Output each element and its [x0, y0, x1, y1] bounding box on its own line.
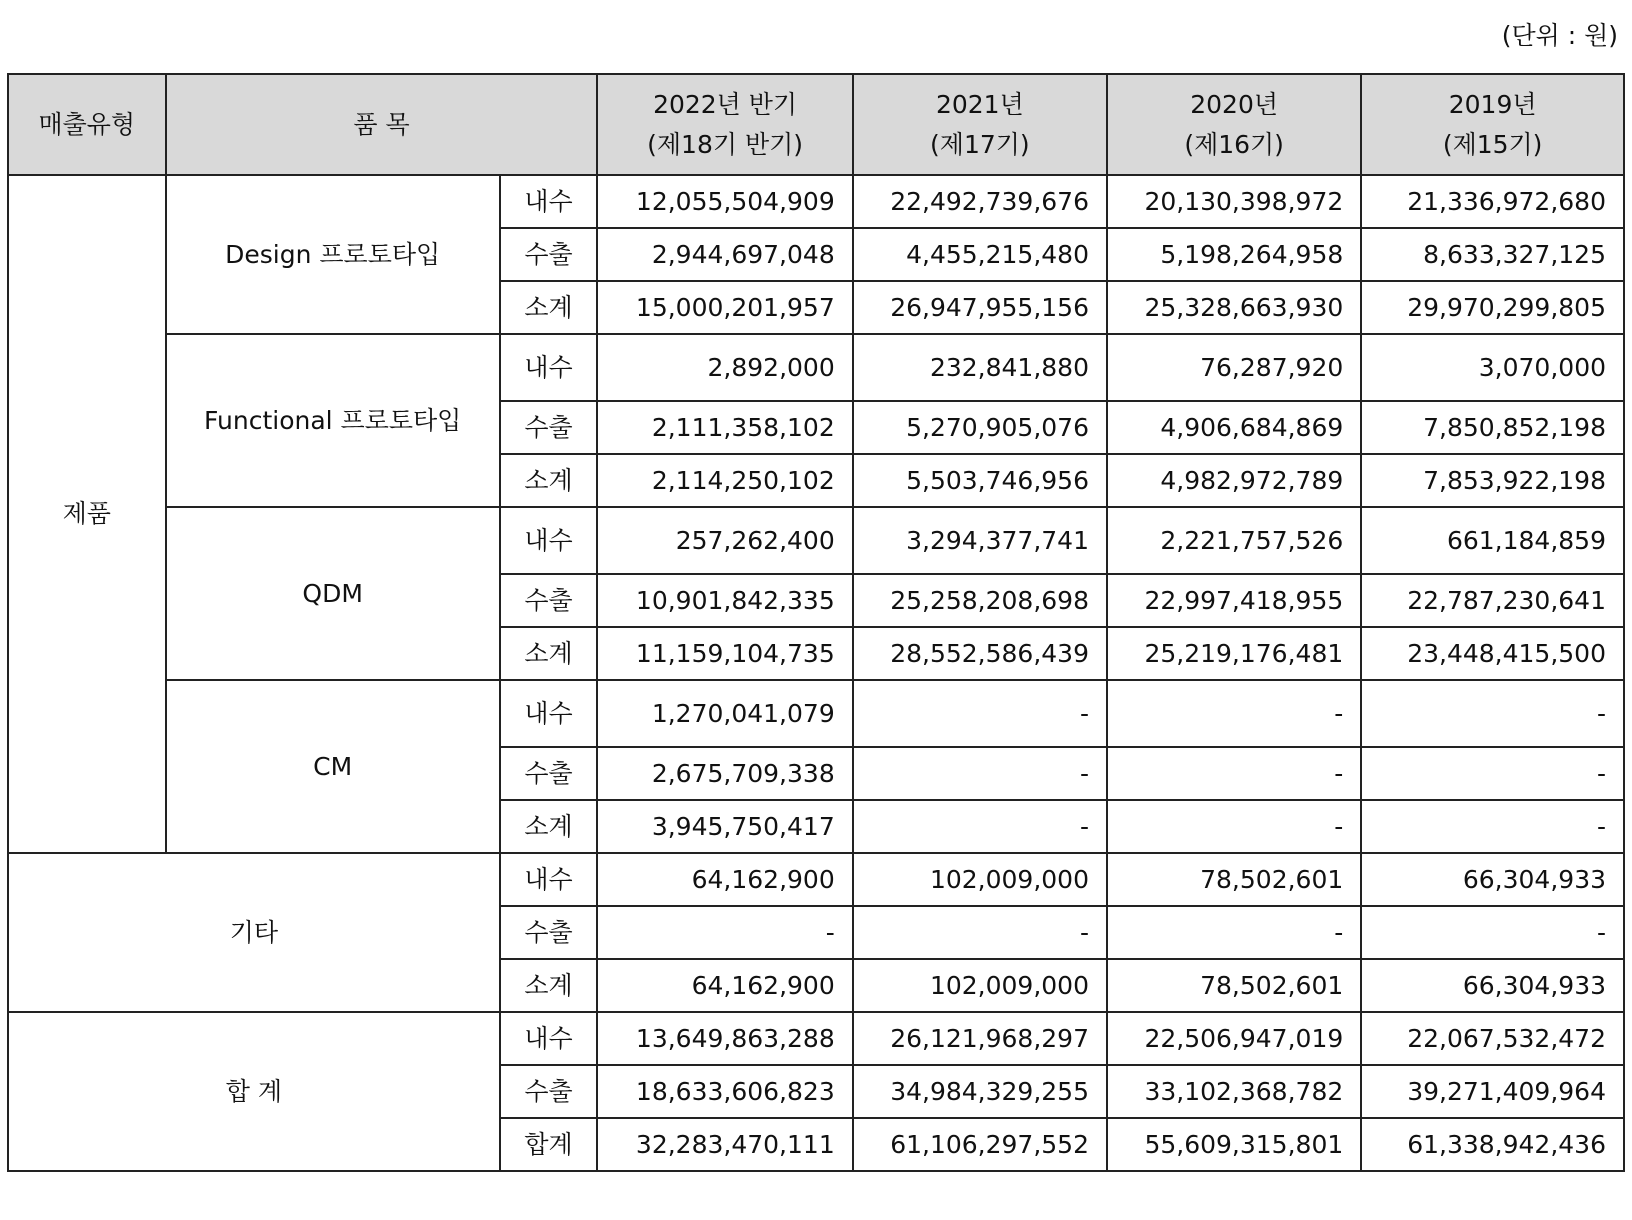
value-cell: 78,502,601 [1107, 853, 1361, 906]
kind-cell: 합계 [500, 1118, 598, 1171]
group-label-cell: 기타 [8, 853, 500, 1012]
header-item: 품 목 [166, 74, 598, 175]
kind-cell: 내수 [500, 1012, 598, 1065]
value-cell: 55,609,315,801 [1107, 1118, 1361, 1171]
value-cell: - [597, 906, 852, 959]
value-cell: 4,906,684,869 [1107, 401, 1361, 454]
value-cell: 7,853,922,198 [1361, 454, 1624, 507]
value-cell: 2,111,358,102 [597, 401, 852, 454]
value-cell: 28,552,586,439 [853, 627, 1107, 680]
unit-note: (단위 : 원) [1501, 21, 1618, 50]
value-cell: 25,328,663,930 [1107, 281, 1361, 334]
group-label-cell: 합 계 [8, 1012, 500, 1171]
value-cell: 13,649,863,288 [597, 1012, 852, 1065]
value-cell: - [1361, 906, 1624, 959]
kind-cell: 수출 [500, 574, 598, 627]
kind-cell: 소계 [500, 800, 598, 853]
table-row [8, 853, 1624, 906]
header-period-2022h1: 2022년 반기 (제18기 반기) [597, 74, 852, 175]
table-row [8, 175, 1624, 228]
kind-cell: 수출 [500, 747, 598, 800]
value-cell: - [1107, 747, 1361, 800]
value-cell: 5,198,264,958 [1107, 228, 1361, 281]
value-cell: - [853, 747, 1107, 800]
header-period-2019: 2019년 (제15기) [1361, 74, 1624, 175]
kind-cell: 수출 [500, 401, 598, 454]
value-cell: 257,262,400 [597, 507, 852, 574]
item-name-cell: Functional 프로토타입 [166, 334, 500, 507]
value-cell: 4,982,972,789 [1107, 454, 1361, 507]
header-row [8, 74, 1624, 175]
header-type: 매출유형 [8, 74, 166, 175]
kind-cell: 소계 [500, 454, 598, 507]
kind-cell: 내수 [500, 853, 598, 906]
value-cell: 22,506,947,019 [1107, 1012, 1361, 1065]
item-name-cell: CM [166, 680, 500, 853]
value-cell: 22,492,739,676 [853, 175, 1107, 228]
kind-cell: 내수 [500, 507, 598, 574]
value-cell: - [1361, 800, 1624, 853]
value-cell: 2,221,757,526 [1107, 507, 1361, 574]
value-cell: 661,184,859 [1361, 507, 1624, 574]
value-cell: 3,070,000 [1361, 334, 1624, 401]
kind-cell: 소계 [500, 281, 598, 334]
value-cell: 2,675,709,338 [597, 747, 852, 800]
value-cell: 34,984,329,255 [853, 1065, 1107, 1118]
header-period-2020: 2020년 (제16기) [1107, 74, 1361, 175]
value-cell: 5,503,746,956 [853, 454, 1107, 507]
value-cell: 22,067,532,472 [1361, 1012, 1624, 1065]
kind-cell: 수출 [500, 1065, 598, 1118]
table-row [8, 507, 1624, 574]
value-cell: 23,448,415,500 [1361, 627, 1624, 680]
value-cell: - [1361, 680, 1624, 747]
kind-cell: 수출 [500, 228, 598, 281]
value-cell: 33,102,368,782 [1107, 1065, 1361, 1118]
value-cell: 21,336,972,680 [1361, 175, 1624, 228]
value-cell: 2,944,697,048 [597, 228, 852, 281]
value-cell: 66,304,933 [1361, 853, 1624, 906]
value-cell: 64,162,900 [597, 853, 852, 906]
value-cell: 76,287,920 [1107, 334, 1361, 401]
value-cell: 66,304,933 [1361, 959, 1624, 1012]
value-cell: - [853, 680, 1107, 747]
kind-cell: 소계 [500, 959, 598, 1012]
value-cell: 102,009,000 [853, 853, 1107, 906]
value-cell: 22,787,230,641 [1361, 574, 1624, 627]
value-cell: 5,270,905,076 [853, 401, 1107, 454]
value-cell: - [853, 906, 1107, 959]
value-cell: 2,892,000 [597, 334, 852, 401]
value-cell: 20,130,398,972 [1107, 175, 1361, 228]
value-cell: 3,294,377,741 [853, 507, 1107, 574]
value-cell: 25,219,176,481 [1107, 627, 1361, 680]
value-cell: 2,114,250,102 [597, 454, 852, 507]
kind-cell: 수출 [500, 906, 598, 959]
value-cell: 1,270,041,079 [597, 680, 852, 747]
value-cell: - [1107, 800, 1361, 853]
value-cell: 8,633,327,125 [1361, 228, 1624, 281]
value-cell: 3,945,750,417 [597, 800, 852, 853]
table-row [8, 334, 1624, 401]
value-cell: - [1107, 906, 1361, 959]
value-cell: 61,338,942,436 [1361, 1118, 1624, 1171]
value-cell: - [1361, 747, 1624, 800]
item-name-cell: Design 프로토타입 [166, 175, 500, 334]
table-row [8, 1012, 1624, 1065]
value-cell: - [853, 800, 1107, 853]
value-cell: - [1107, 680, 1361, 747]
value-cell: 232,841,880 [853, 334, 1107, 401]
value-cell: 22,997,418,955 [1107, 574, 1361, 627]
sales-type-cell: 제품 [8, 175, 166, 853]
kind-cell: 내수 [500, 334, 598, 401]
value-cell: 102,009,000 [853, 959, 1107, 1012]
value-cell: 61,106,297,552 [853, 1118, 1107, 1171]
header-period-2021: 2021년 (제17기) [853, 74, 1107, 175]
kind-cell: 소계 [500, 627, 598, 680]
value-cell: 32,283,470,111 [597, 1118, 852, 1171]
value-cell: 26,947,955,156 [853, 281, 1107, 334]
value-cell: 25,258,208,698 [853, 574, 1107, 627]
value-cell: 29,970,299,805 [1361, 281, 1624, 334]
kind-cell: 내수 [500, 680, 598, 747]
value-cell: 26,121,968,297 [853, 1012, 1107, 1065]
value-cell: 12,055,504,909 [597, 175, 852, 228]
table-body [8, 175, 1624, 1171]
value-cell: 10,901,842,335 [597, 574, 852, 627]
value-cell: 11,159,104,735 [597, 627, 852, 680]
item-name-cell: QDM [166, 507, 500, 680]
sales-table [7, 73, 1625, 1172]
value-cell: 18,633,606,823 [597, 1065, 852, 1118]
value-cell: 39,271,409,964 [1361, 1065, 1624, 1118]
value-cell: 4,455,215,480 [853, 228, 1107, 281]
value-cell: 64,162,900 [597, 959, 852, 1012]
value-cell: 7,850,852,198 [1361, 401, 1624, 454]
value-cell: 15,000,201,957 [597, 281, 852, 334]
value-cell: 78,502,601 [1107, 959, 1361, 1012]
kind-cell: 내수 [500, 175, 598, 228]
table-row [8, 680, 1624, 747]
